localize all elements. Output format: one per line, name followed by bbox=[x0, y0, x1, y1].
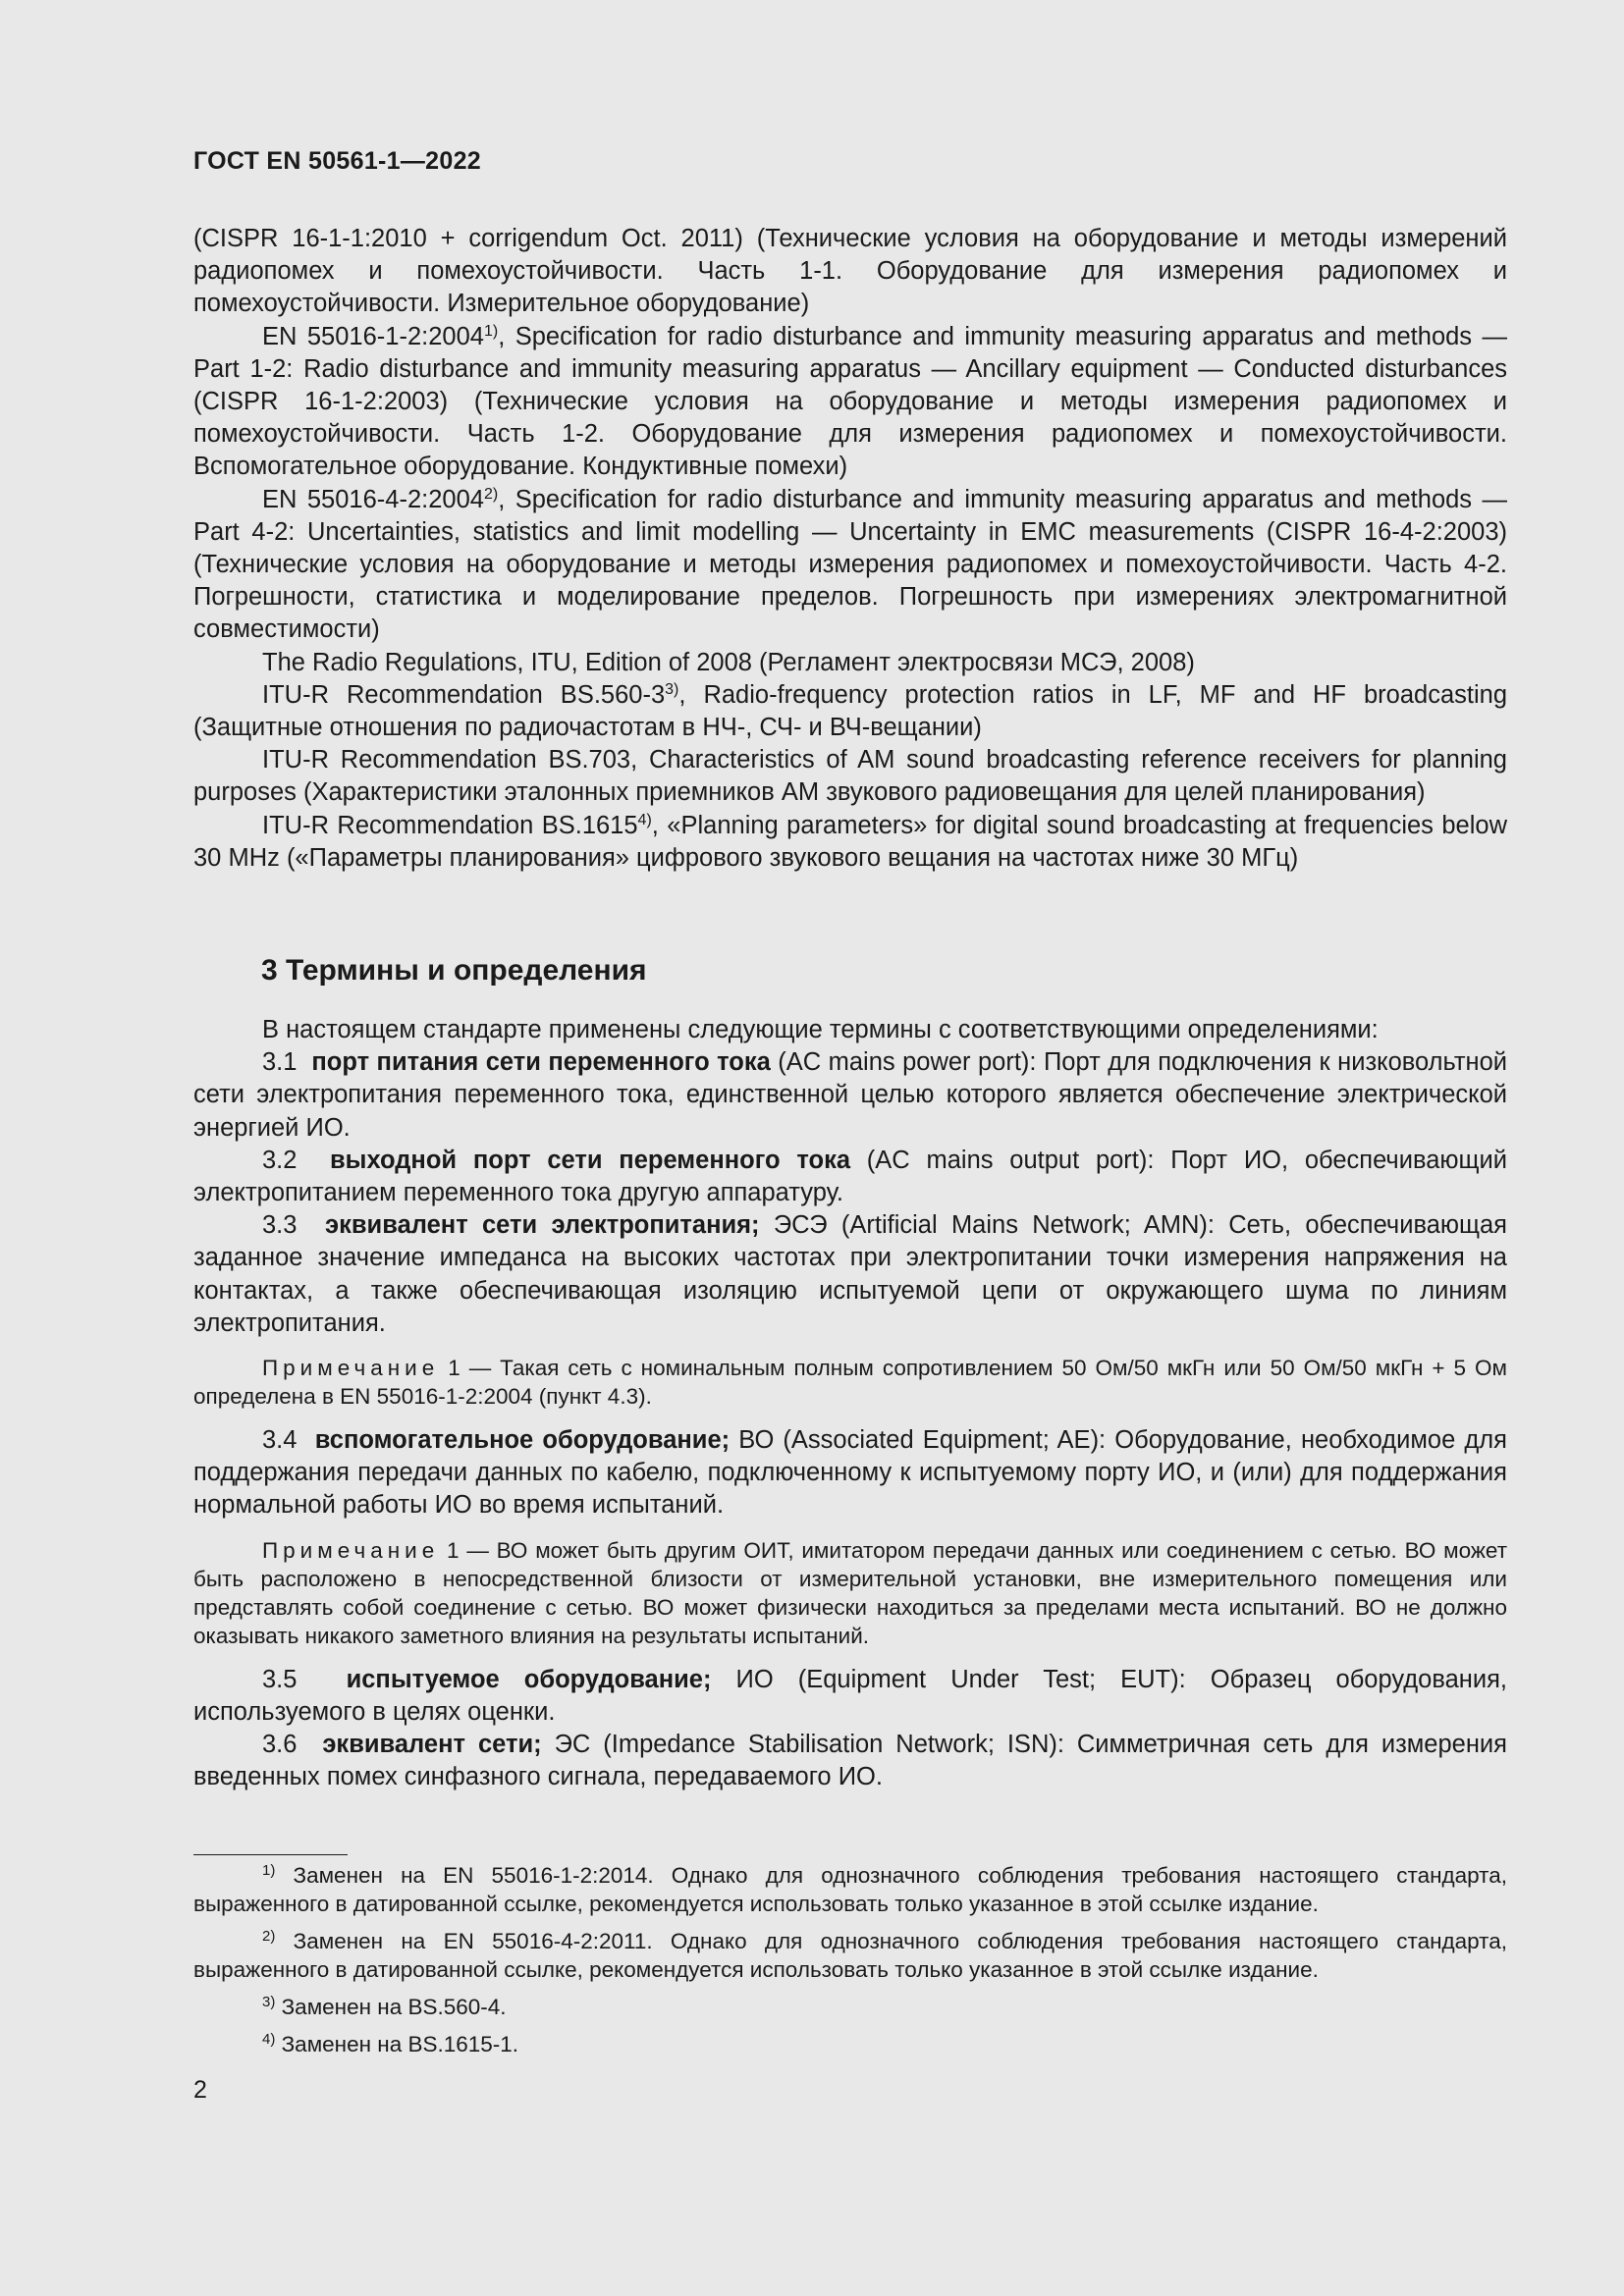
footnote bbox=[193, 1993, 1507, 2021]
term-number: 3.4 bbox=[262, 1426, 298, 1455]
terms-intro: В настоящем стандарте применены следующие термины с соответствующими определениями: bbox=[262, 1016, 1379, 1043]
term-note bbox=[193, 1354, 1507, 1411]
term-name: эквивалент сети; bbox=[322, 1731, 542, 1759]
footnote-text: Заменен на EN 55016-4-2:2011. Однако для однозначного соблюдения требования настоящего стандарта, выраженного в датированной ссылке, рекомендуется использовать только указанное в этой ссылке издание. bbox=[193, 1929, 1507, 1982]
term-name: выходной порт сети переменного тока bbox=[330, 1146, 851, 1174]
reference-text: , «Planning parameters» for digital sound broadcasting at frequencies below 30 MHz («Параметры планирования» цифрового звукового вещания на частотах ниже 30 МГц) bbox=[193, 811, 1507, 872]
reference-code: EN 55016-4-2:2004 bbox=[262, 485, 484, 513]
term-number: 3.1 bbox=[262, 1048, 298, 1077]
term-definition: ИО (Equipment Under Test; EUT): Образец оборудования, используемого в целях оценки. bbox=[193, 1665, 1508, 1726]
term-number: 3.5 bbox=[262, 1665, 298, 1693]
footnote bbox=[193, 1927, 1507, 1984]
term-name: испытуемое оборудование; bbox=[346, 1665, 712, 1693]
reference-paragraph bbox=[193, 810, 1507, 875]
term-name: эквивалент сети электропитания; bbox=[325, 1211, 760, 1240]
term-note bbox=[193, 1536, 1507, 1650]
reference-paragraph: ITU-R Recommendation BS.703, Characteristics of AM sound broadcasting reference receivers for planning purposes (Характеристики эталонных приемников АМ звукового радиовещания для целей планирования) bbox=[193, 746, 1507, 807]
term-entry bbox=[193, 1209, 1507, 1340]
reference-paragraph bbox=[193, 484, 1507, 647]
reference-paragraph bbox=[193, 321, 1507, 484]
term-entry bbox=[193, 1145, 1507, 1209]
reference-paragraph: The Radio Regulations, ITU, Edition of 2008 (Регламент электросвязи МСЭ, 2008) bbox=[262, 648, 1195, 676]
term-entry bbox=[193, 1424, 1507, 1522]
footnote bbox=[193, 2030, 1507, 2058]
footnote bbox=[193, 1861, 1507, 1918]
term-definition: (AC mains power port): Порт для подключения к низковольтной сети электропитания переменного тока, единственной целью которого является обеспечение электрической энергией ИО. bbox=[193, 1048, 1508, 1142]
reference-text: , Specification for radio disturbance and immunity measuring apparatus and methods — Part 1-2: Radio disturbance and immunity measuring apparatus — Ancillary equipment — Conducted disturbances (CISPR 16-1-2:2003) (Технические условия на оборудование и методы измерения радиопомех и помехоустойчивости. Часть 1-2. Оборудование для измерения радиопомех и помехоустойчивости. Вспомогательное оборудование. Кондуктивные помехи) bbox=[193, 322, 1508, 481]
footnote-ref: 4) bbox=[637, 811, 652, 828]
note-label: Примечание bbox=[262, 1356, 440, 1381]
term-name: вспомогательное оборудование; bbox=[314, 1426, 731, 1455]
terms-section bbox=[193, 1014, 1507, 1793]
section-heading: 3 Термины и определения bbox=[261, 954, 647, 987]
footnote-text: Заменен на BS.1615-1. bbox=[275, 2032, 519, 2056]
footnote-marker: 1) bbox=[262, 1862, 276, 1879]
term-definition: (AC mains output port): Порт ИО, обеспечивающий электропитанием переменного тока другую аппаратуру. bbox=[193, 1146, 1507, 1207]
reference-paragraph: (CISPR 16-1-1:2010 + corrigendum Oct. 2011) (Технические условия на оборудование и методы измерений радиопомех и помехоустойчивости. Часть 1-1. Оборудование для измерения радиопомех и помехоустойчивости. Измерительное оборудование) bbox=[193, 225, 1507, 318]
footnote-ref: 1) bbox=[483, 322, 499, 340]
normative-references bbox=[193, 223, 1507, 875]
note-text: 1 — ВО может быть другим ОИТ, имитатором передачи данных или соединением с сетью. ВО может быть расположено в непосредственной близости от измерительной установки, вне измерительного помещения или представлять собой соединение с сетью. ВО может физически находиться за пределами места испытаний. ВО не должно оказывать никакого заметного влияния на результаты испытаний. bbox=[193, 1537, 1507, 1648]
term-number: 3.6 bbox=[262, 1731, 298, 1759]
note-label: Примечание bbox=[262, 1537, 440, 1563]
footnote-text: Заменен на EN 55016-1-2:2014. Однако для однозначного соблюдения требования настоящего стандарта, выраженного в датированной ссылке, рекомендуется использовать только указанное в этой ссылке издание. bbox=[193, 1863, 1507, 1916]
footnote-text: Заменен на BS.560-4. bbox=[275, 1995, 507, 2019]
term-entry bbox=[193, 1729, 1507, 1793]
footnote-marker: 2) bbox=[262, 1928, 276, 1945]
footnote-marker: 4) bbox=[262, 2031, 276, 2048]
term-entry bbox=[193, 1664, 1507, 1729]
term-definition: ЭС (Impedance Stabilisation Network; ISN): Симметричная сеть для измерения введенных помех синфазного сигнала, передаваемого ИО. bbox=[193, 1731, 1507, 1791]
reference-text: , Radio-frequency protection ratios in LF, MF and HF broadcasting (Защитные отношения по радиочастотам в НЧ-, СЧ- и ВЧ-вещании) bbox=[193, 680, 1508, 742]
reference-code: EN 55016-1-2:2004 bbox=[262, 322, 484, 350]
term-definition: ВО (Associated Equipment; AE): Оборудование, необходимое для поддержания передачи данных по кабелю, подключенному к испытуемому порту ИО, и (или) для поддержания нормальной работы ИО во время испытаний. bbox=[193, 1426, 1507, 1520]
term-number: 3.3 bbox=[262, 1211, 298, 1240]
footnote-ref: 3) bbox=[665, 680, 679, 698]
term-entry bbox=[193, 1046, 1507, 1145]
reference-text: , Specification for radio disturbance and immunity measuring apparatus and methods — Part 4-2: Uncertainties, statistics and limit modelling — Uncertainty in EMC measurements (CISPR 16-4-2:2003) (Технические условия на оборудование и методы измерения радиопомех и помехоустойчивости. Часть 4-2. Погрешности, статистика и моделирование пределов. Погрешность при измерениях электромагнитной совместимости) bbox=[193, 485, 1508, 644]
footnotes bbox=[193, 1861, 1507, 2067]
reference-code: ITU-R Recommendation BS.1615 bbox=[262, 811, 638, 839]
footnote-marker: 3) bbox=[262, 1994, 276, 2010]
reference-code: ITU-R Recommendation BS.560-3 bbox=[262, 680, 666, 709]
reference-paragraph bbox=[193, 679, 1507, 744]
term-definition: ЭСЭ (Artificial Mains Network; AMN): Сеть, обеспечивающая заданное значение импеданса на высоких частотах при электропитании точки измерения напряжения на контактах, а также обеспечивающая изоляцию испытуемой цепи от окружающего шума по линиям электропитания. bbox=[193, 1211, 1507, 1337]
term-name: порт питания сети переменного тока bbox=[311, 1048, 771, 1077]
page-number: 2 bbox=[193, 2076, 207, 2104]
term-number: 3.2 bbox=[262, 1146, 298, 1174]
document-header: ГОСТ EN 50561-1—2022 bbox=[193, 147, 481, 175]
footnote-ref: 2) bbox=[483, 485, 499, 503]
footnote-divider bbox=[193, 1854, 348, 1855]
note-text: 1 — Такая сеть с номинальным полным сопротивлением 50 Ом/50 мкГн или 50 Ом/50 мкГн + 5 Ом определена в EN 55016-1-2:2004 (пункт 4.3). bbox=[193, 1356, 1507, 1410]
